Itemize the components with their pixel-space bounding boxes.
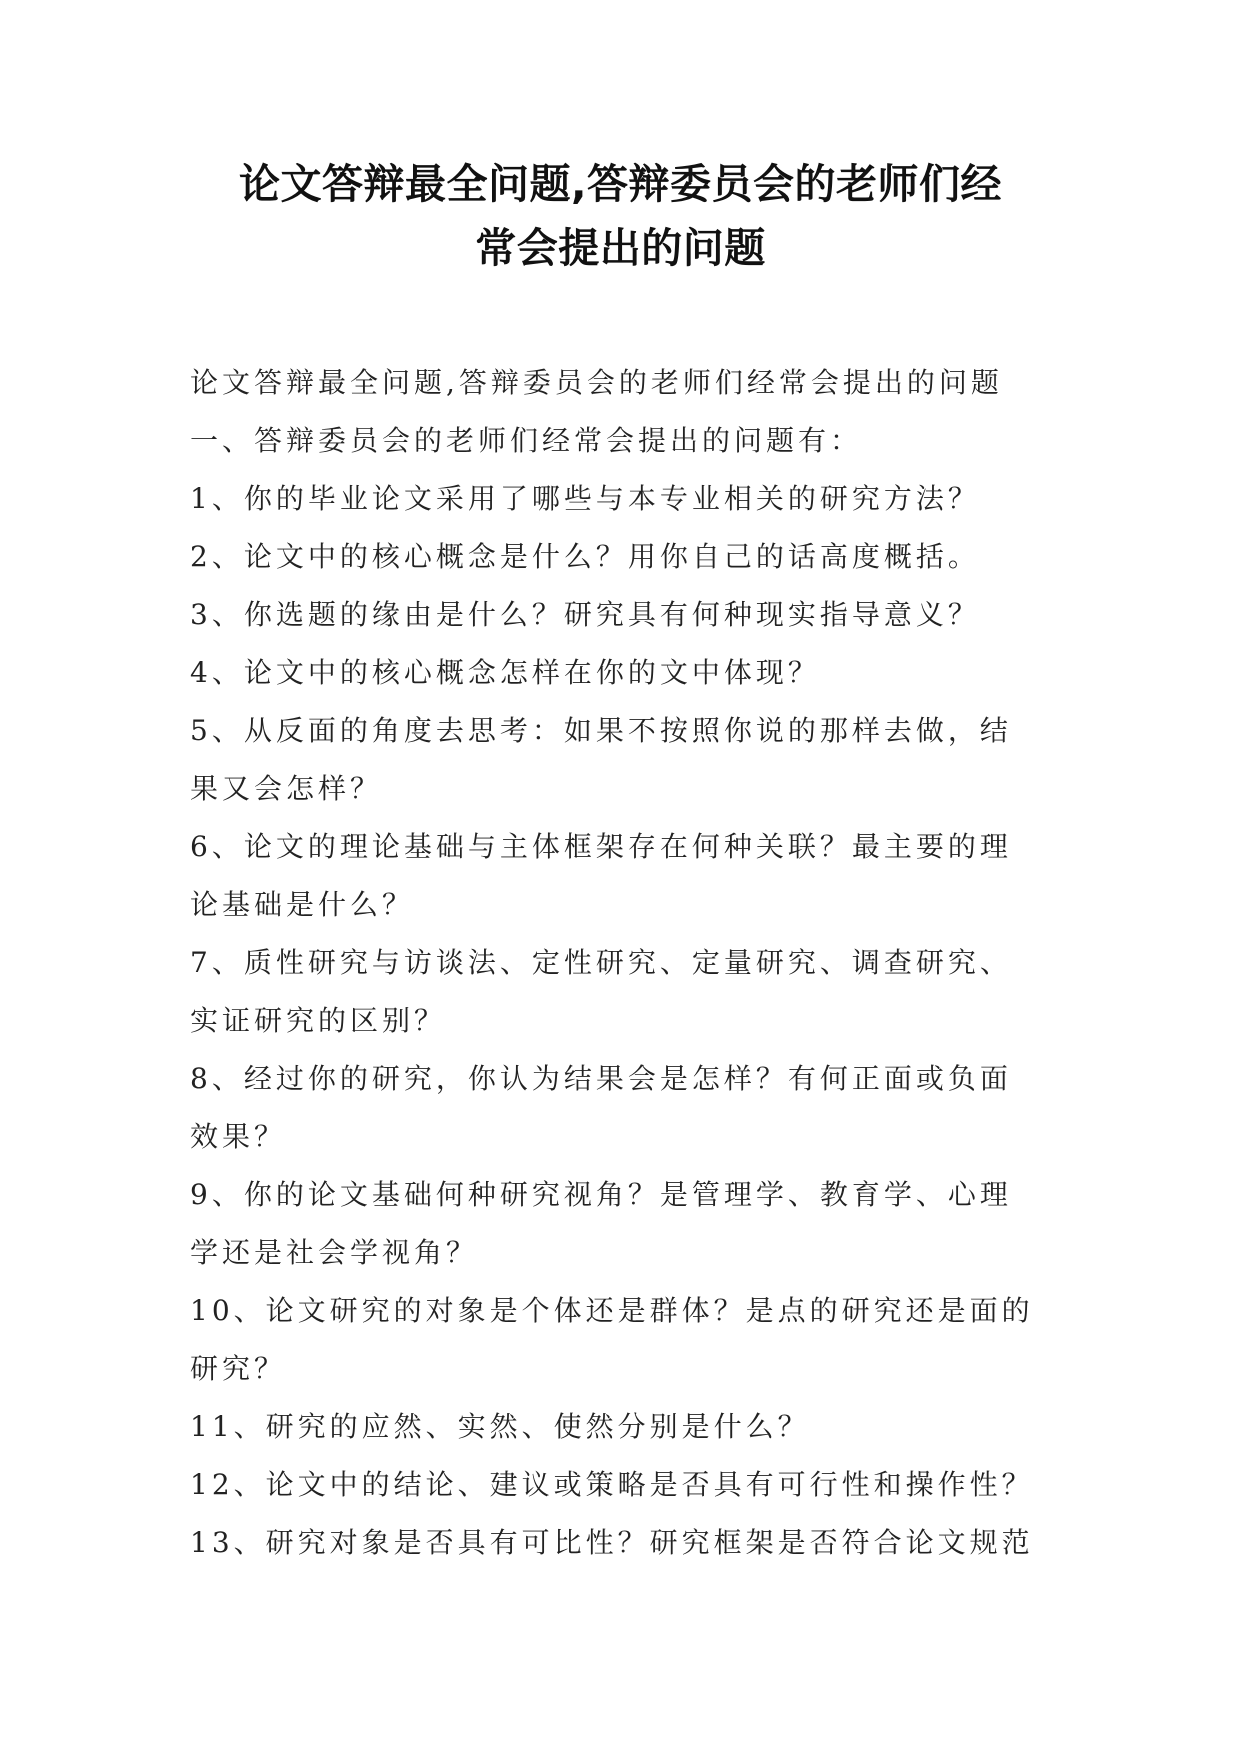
body-line: 7、质性研究与访谈法、定性研究、定量研究、调查研究、	[190, 946, 1012, 979]
body-line: 4、论文中的核心概念怎样在你的文中体现？	[190, 656, 820, 689]
body-line: 10、论文研究的对象是个体还是群体？是点的研究还是面的	[190, 1294, 1034, 1327]
body-line: 研究？	[190, 1352, 287, 1385]
document-title	[160, 152, 1081, 280]
body-line: 论基础是什么？	[190, 888, 415, 921]
body-line: 一、答辩委员会的老师们经常会提出的问题有：	[190, 424, 863, 457]
body-line: 果又会怎样？	[190, 772, 383, 805]
body-line: 9、你的论文基础何种研究视角？是管理学、教育学、心理	[190, 1178, 1012, 1211]
body-line: 13、研究对象是否具有可比性？研究框架是否符合论文规范	[190, 1526, 1034, 1559]
document-body	[190, 354, 1070, 1572]
body-line: 6、论文的理论基础与主体框架存在何种关联？最主要的理	[190, 830, 1012, 863]
body-line: 12、论文中的结论、建议或策略是否具有可行性和操作性？	[190, 1468, 1034, 1501]
body-line: 1、你的毕业论文采用了哪些与本专业相关的研究方法？	[190, 482, 980, 515]
body-line: 11、研究的应然、实然、使然分别是什么？	[190, 1410, 810, 1443]
title-line-2: 常会提出的问题	[475, 224, 766, 272]
body-line: 论文答辩最全问题,答辩委员会的老师们经常会提出的问题	[190, 366, 1003, 399]
body-line: 实证研究的区别？	[190, 1004, 447, 1037]
body-line: 3、你选题的缘由是什么？研究具有何种现实指导意义？	[190, 598, 980, 631]
body-line: 8、经过你的研究，你认为结果会是怎样？有何正面或负面	[190, 1062, 1012, 1095]
body-line: 2、论文中的核心概念是什么？用你自己的话高度概括。	[190, 540, 980, 573]
title-line-1: 论文答辩最全问题,答辩委员会的老师们经	[238, 160, 1003, 208]
body-line: 学还是社会学视角？	[190, 1236, 479, 1269]
body-line: 效果？	[190, 1120, 287, 1153]
body-line: 5、从反面的角度去思考：如果不按照你说的那样去做，结	[190, 714, 1012, 747]
